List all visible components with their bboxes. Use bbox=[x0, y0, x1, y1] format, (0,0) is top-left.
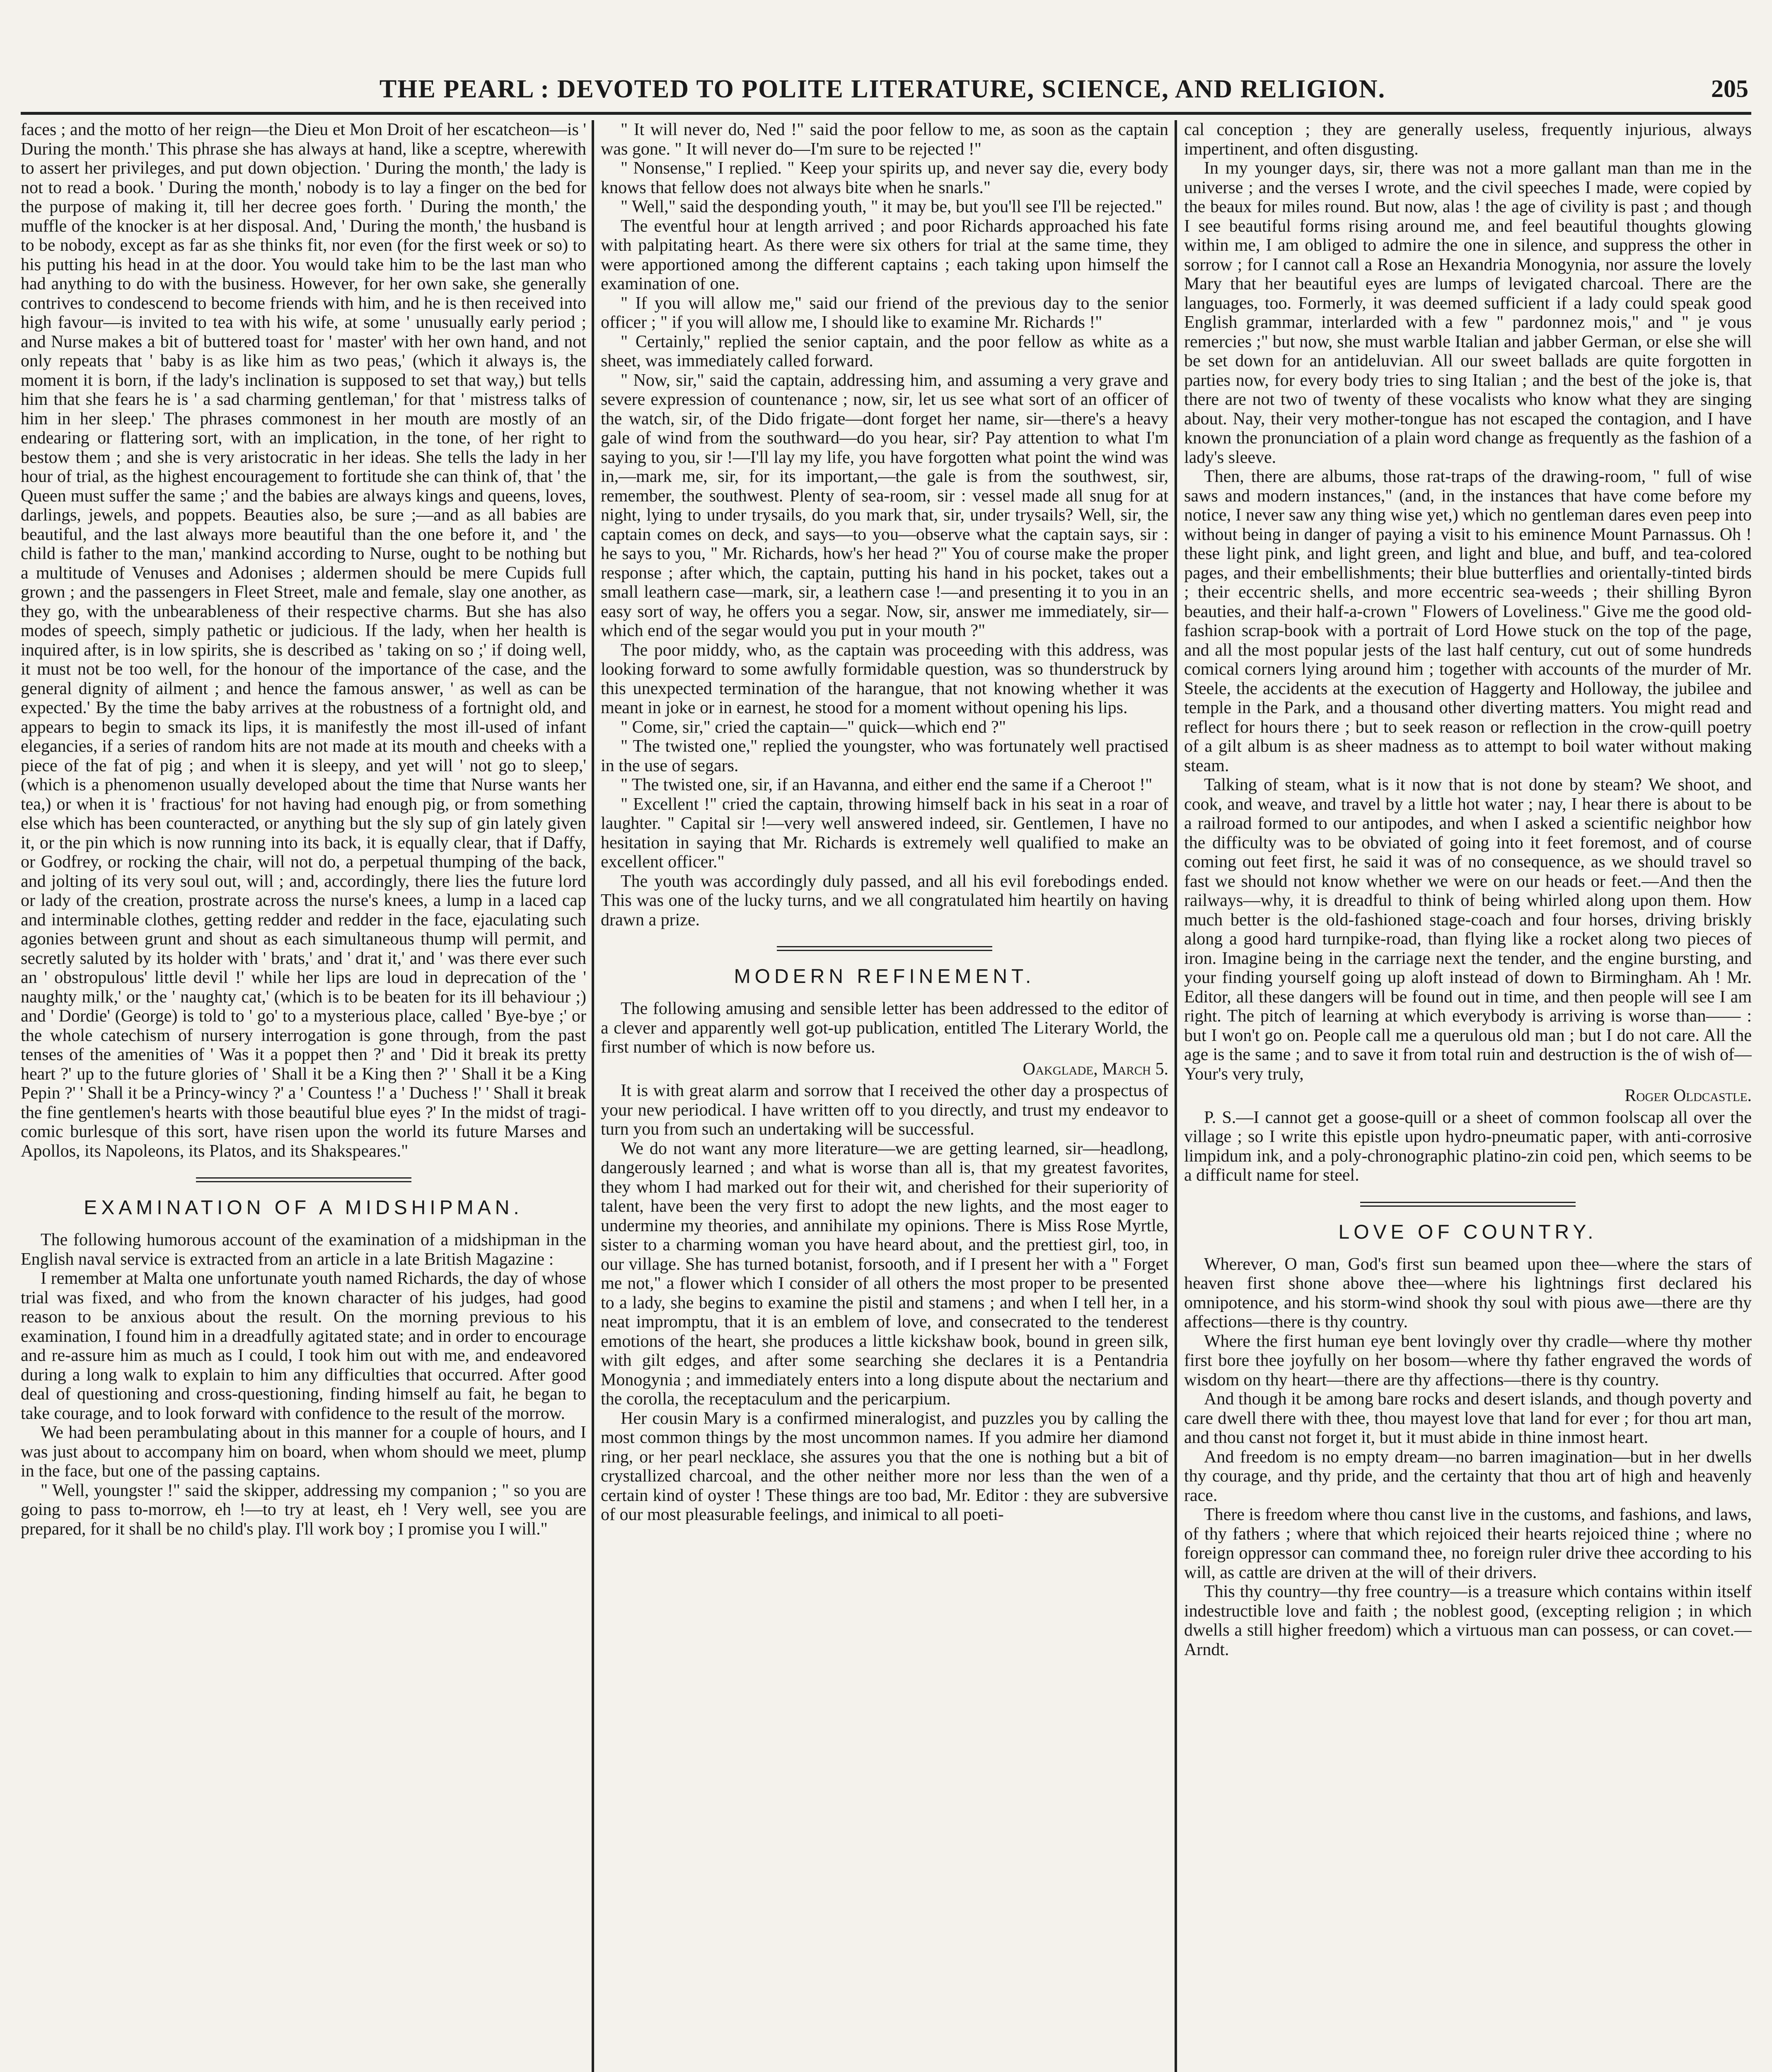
column-2 bbox=[601, 120, 1168, 2072]
article-paragraph: " Well," said the desponding youth, " it may be, but you'll see I'll be rejected." bbox=[621, 197, 1163, 216]
section-divider bbox=[196, 1177, 411, 1182]
column-3 bbox=[1184, 120, 1752, 2072]
masthead-title: THE PEARL : DEVOTED TO POLITE LITERATURE, SCIENCE, AND RELIGION. bbox=[379, 75, 1386, 103]
article-paragraph: And freedom is no empty dream—no barren imagination—but in her dwells thy courage, and thy pride, and the certainty that thou art of high and heavenly race. bbox=[1184, 1447, 1752, 1505]
letter-paragraph: Her cousin Mary is a confirmed mineralogist, and puzzles you by calling the most common things by the most uncommon names. If you admire her diamond ring, or her pearl necklace, she assures you that the one is nothing but a bit of crystallized charcoal, and the other neither more nor less than the wen of a certain kind of oyster ! These things are too bad, Mr. Editor : they are subversive of our most pleasurable feelings, and inimical to all poeti- bbox=[601, 1409, 1168, 1524]
section-title-modern-refinement: MODERN REFINEMENT. bbox=[734, 966, 1035, 988]
letter-paragraph: In my younger days, sir, there was not a more gallant man than me in the universe ; and the verses I wrote, and the civil speeches I made, were copied by the beaux for miles round. But now, alas ! the age of civility is past ; and though I see beautiful forms rising around me, and feel beautiful thoughts glowing within me, I am obliged to admire the one in silence, and suppress the other in sorrow ; for I cannot call a Rose an Hexandria Monogynia, nor assure the lovely Mary that her beautiful eyes are lumps of levigated charcoal. There are the languages, too. Formerly, it was deemed sufficient if a lady could speak good English grammar, interlarded with a few " pardonnez mois," and " je vous remercies ;" but now, she must warble Italian and jabber German, or else she will be set down for an antideluvian. All our sweet ballads are quite forgotten in parties now, for every body tries to sing Italian ; and the best of the joke is, that there are not two of twenty of these vocalists who know what they are singing about. Nay, their very mother-tongue has not escaped the contagion, and I have known the pronunciation of a plain word change as frequently as the fashion of a lady's sleeve. bbox=[1184, 159, 1752, 467]
letter-paragraph: cal conception ; they are generally useless, frequently injurious, always impertinent, and often disgusting. bbox=[1184, 120, 1752, 159]
letter-signature: Roger Oldcastle. bbox=[1625, 1086, 1752, 1105]
article-paragraph: " Excellent !" cried the captain, throwing himself back in his seat in a roar of laughter. " Capital sir !—very well answered indeed, sir. Gentlemen, I have no hesitation in saying that Mr. Richards is extremely well qualified to make an excellent officer." bbox=[601, 794, 1168, 871]
article-paragraph: " Well, youngster !" said the skipper, addressing my companion ; " so you are going to pass to-morrow, eh !—to try at least, eh ! Very well, see you are prepared, for it shall be no child's play. I'll work boy ; I promise you I will." bbox=[21, 1481, 586, 1539]
article-paragraph: And though it be among bare rocks and desert islands, and though poverty and care dwell there with thee, thou mayest love that land for ever ; for thou art man, and thou canst not forget it, but it must abide in thine inmost heart. bbox=[1184, 1389, 1752, 1447]
article-paragraph: " Now, sir," said the captain, addressing him, and assuming a very grave and severe expression of countenance ; now, sir, let us see what sort of an officer of the watch, sir, of the Dido frigate—dont forget her name, sir—there's a heavy gale of wind from the southward—do you hear, sir? Pay attention to what I'm saying to you, sir !—I'll lay my life, you have forgotten what point the wind was in,—mark me, sir, for its important,—the gale is from the southwest, sir, remember, the southwest. Plenty of sea-room, sir : vessel made all snug for at night, lying to under trysails, do you mark that, sir, under trysails? Well, sir, the captain comes on deck, and says—to you—observe what the captain says, sir : he says to you, " Mr. Richards, how's her head ?" You of course make the proper response ; after which, the captain, putting his hand in his pocket, takes out a small leathern case—mark, sir, a leathern case !—and presenting it to you in an easy sort of way, he offers you a segar. Now, sir, answer me immediately, sir—which end of the segar would you put in your mouth ?" bbox=[601, 370, 1168, 640]
continued-article-text: faces ; and the motto of her reign—the Dieu et Mon Droit of her escatcheon—is ' During the month.' This phrase she has always at hand, like a sceptre, wherewith to assert her privileges, and put down objection. ' During the month,' the lady is not to read a book. ' During the month,' nobody is to lay a finger on the bed for the purpose of making it, till her decree goes forth. ' During the month,' the muffle of the knocker is at her disposal. And, ' During the month,' the husband is to be nobody, except as far as she thinks fit, nor even (for the first week or so) to his putting his head in at the door. You would take him to be the last man who had anything to do with the business. However, for her own sake, she generally contrives to condescend to become friends with him, and he is then received into high favour—is invited to tea with his wife, at some ' unusually early period ; and Nurse makes a bit of buttered toast for ' master' with her own hand, and not only repeats that ' baby is as like him as two peas,' (which it always is, the moment it is born, if the lady's inclination is supposed to set that way,) but tells him that she fears he is ' a sad charming gentleman,' for that ' mistress talks of him in her sleep.' The phrases commonest in her mouth are mostly of an endearing or flattering sort, with an implication, in the tone, of her right to bestow them ; and she is very aristocratic in her ideas. She tells the lady in her hour of trial, as the highest encouragement to fortitude she can think of, that ' the Queen must suffer the same ;' and the babies are always kings and queens, loves, darlings, jewels, and poppets. Beauties also, be sure ;—and as all babies are beautiful, and the last always more beautiful than the one before it, and ' the child is father to the man,' mankind according to Nurse, ought to be nothing but a multitude of Venuses and Adonises ; aldermen should be mere Cupids full grown ; and the passengers in Fleet Street, male and female, slay one another, as they go, with the unbearableness of their respective charms. But she has also modes of speech, simply pathetic or judicious. If the lady, when her health is inquired after, is in low spirits, she is described as ' taking on so ;' if doing well, it must not be too well, for the honour of the importance of the case, and the general dignity of ailment ; and hence the famous answer, ' as well as can be expected.' By the time the baby arrives at the robustness of a fortnight old, and appears to begin to smack its lips, it is manifestly the most ill-used of infant elegancies, if a series of random hits are not made at its mouth and cheeks with a piece of the fat of pig ; and when it is sleepy, and yet will ' not go to sleep,' (which is a phenomenon usually developed about the time that Nurse wants her tea,) or when it is ' fractious' for not having had enough pig, or from something else which has been counteracted, or anything but the sly sup of gin lately given it, or the pin which is now running into its back, it is equally clear, that if Daffy, or Godfrey, or rocking the chair, will not do, a perpetual thumping of the back, and jolting of its very soul out, will ; and, accordingly, there lies the future lord or lady of the creation, prostrate across the nurse's knees, a lump in a laced cap and interminable clothes, getting redder and redder in the face, ejaculating such agonies between grunt and shout as each simultaneous thump will permit, and secretly saluted by its holder with ' brats,' and ' drat it,' and ' was there ever such an ' obstropulous' little devil !' while her lips are loud in deprecation of the ' naughty milk,' or the ' naughty cat,' (which is to be beaten for its ill behaviour ;) and ' Dordie' (George) is told to ' go' to a mysterious place, called ' Bye-bye ;' or the whole catechism of nursery interrogation is gone through, from the past tenses of the amenities of ' Was it a poppet then ?' and ' Did it break its pretty heart ?' up to the future glories of ' Shall it be a King then ?' ' Shall it be a King Pepin ?' ' Shall it be a Princy-wincy ?' a ' Countess !' a ' Duchess !' ' Shall it break the fine gentlemen's hearts with those beautiful blue eyes ?' In the midst of tragi-comic burlesque of this sort, have risen upon the world its future Marses and Apollos, its Napoleons, its Platos, and its Shakspeares." bbox=[21, 120, 586, 1161]
section-divider bbox=[1360, 1202, 1576, 1207]
article-paragraph: There is freedom where thou canst live in the customs, and fashions, and laws, of thy fathers ; where that which rejoiced their hearts rejoiced thine ; where no foreign oppressor can command thee, no foreign ruler drive thee according to his will, as cattle are driven at the will of their drivers. bbox=[1184, 1505, 1752, 1582]
article-paragraph: " Come, sir," cried the captain—" quick—which end ?" bbox=[621, 717, 1006, 737]
article-paragraph: " The twisted one, sir, if an Havanna, and either end the same if a Cheroot !" bbox=[621, 775, 1153, 794]
letter-paragraph: It is with great alarm and sorrow that I received the other day a prospectus of your new periodical. I have written off to you directly, and trust my endeavor to turn you from such an undertaking will be successful. bbox=[601, 1081, 1168, 1139]
section-title-love-of-country: LOVE OF COUNTRY. bbox=[1338, 1221, 1598, 1243]
article-paragraph: " Certainly," replied the senior captain, and the poor fellow as white as a sheet, was immediately called forward. bbox=[601, 332, 1168, 370]
article-paragraph: This thy country—thy free country—is a treasure which contains within itself indestructible love and faith ; the noblest good, (excepting religion ; in which dwells a still higher freedom) which a virtuous man can possess, or can covet.—Arndt. bbox=[1184, 1582, 1752, 1659]
section-title-midshipman: EXAMINATION OF A MIDSHIPMAN. bbox=[84, 1197, 523, 1219]
letter-paragraph: Talking of steam, what is it now that is not done by steam? We shoot, and cook, and weave, and travel by a little hot water ; nay, I hear there is about to be a railroad formed to our antipodes, and when I asked a scientific neighbor how the difficulty was to be obviated of going into it feet foremost, and of course coming out feet first, he said it was of no consequence, as we should travel so fast we should not know whether we were on our heads or feet.—And then the railways—why, it is dreadful to think of being whirled along upon them. How much better is the old-fashioned stage-coach and four horses, driving briskly along a good hard turnpike-road, than flying like a rocket along two pieces of iron. Imagine being in the carriage next the tender, and the engine bursting, and your finding yourself going up aloft instead of down to Birmingham. Ah ! Mr. Editor, all these dangers will be found out in time, and then people will see I am right. The pitch of learning at which everybody is arriving is worse than—— : but I won't go on. People call me a querulous old man ; but I do not care. All the age is the same ; and to save it from total ruin and destruction is the of wish of—Your's very truly, bbox=[1184, 775, 1752, 1084]
article-paragraph: " If you will allow me," said our friend of the previous day to the senior officer ; " if you will allow me, I should like to examine Mr. Richards !" bbox=[601, 293, 1168, 332]
letter-postscript: P. S.—I cannot get a goose-quill or a sheet of common foolscap all over the village ; so I write this epistle upon hydro-pneumatic paper, with anti-corrosive limpidum ink, and a poly-chronographic platino-zin coid pen, which seems to be a difficult name for steel. bbox=[1184, 1108, 1752, 1185]
column-1 bbox=[21, 120, 586, 2072]
article-paragraph: The youth was accordingly duly passed, and all his evil forebodings ended. This was one of the lucky turns, and we all congratulated him heartily on having drawn a prize. bbox=[601, 871, 1168, 929]
column-divider-1 bbox=[592, 120, 594, 2072]
article-paragraph: Wherever, O man, God's first sun beamed upon thee—where the stars of heaven first shone above thee—where his lightnings first declared his omnipotence, and his storm-wind shook thy soul with pious awe—there are thy affections—there is thy country. bbox=[1184, 1254, 1752, 1331]
article-paragraph: We had been perambulating about in this manner for a couple of hours, and I was just about to accompany him on board, when whom should we meet, plump in the face, but one of the passing captains. bbox=[21, 1423, 586, 1481]
article-paragraph: " Nonsense," I replied. " Keep your spirits up, and never say die, every body knows that fellow does not always bite when he snarls." bbox=[601, 159, 1168, 197]
page-header bbox=[12, 75, 1753, 112]
article-intro: The following amusing and sensible letter has been addressed to the editor of a clever and apparently well got-up publication, entitled The Literary World, the first number of which is now before us. bbox=[601, 999, 1168, 1057]
section-divider bbox=[777, 946, 992, 951]
article-paragraph: " It will never do, Ned !" said the poor fellow to me, as soon as the captain was gone. " It will never do—I'm sure to be rejected !" bbox=[601, 120, 1168, 159]
article-paragraph: I remember at Malta one unfortunate youth named Richards, the day of whose trial was fixed, and who from the known character of his judges, had good reason to be anxious about the result. On the morning previous to his examination, I found him in a dreadfully agitated state; and in order to encourage and re-assure him as much as I could, I took him out with me, and endeavored during a long walk to explain to him any difficulties that occurred. After good deal of questioning and cross-questioning, finding himself au fait, he began to take courage, and to look forward with confidence to the result of the morrow. bbox=[21, 1269, 586, 1423]
letter-dateline: Oakglade, March 5. bbox=[1023, 1059, 1168, 1079]
article-paragraph: Where the first human eye bent lovingly over thy cradle—where thy mother first bore thee joyfully on her bosom—where thy father engraved the words of wisdom on thy heart—there are thy affections—there is thy country. bbox=[1184, 1331, 1752, 1389]
article-paragraph: " The twisted one," replied the youngster, who was fortunately well practised in the use of segars. bbox=[601, 737, 1168, 775]
column-divider-2 bbox=[1175, 120, 1177, 2072]
article-paragraph: The poor middy, who, as the captain was proceeding with this address, was looking forward to some awfully formidable question, was so thunderstruck by this unexpected termination of the harangue, that not knowing whether it was meant in joke or in earnest, he stood for a moment without opening his lips. bbox=[601, 640, 1168, 717]
page-number: 205 bbox=[1711, 75, 1748, 102]
header-rule bbox=[21, 112, 1751, 115]
article-intro: The following humorous account of the examination of a midshipman in the English naval service is extracted from an article in a late British Magazine : bbox=[21, 1230, 586, 1269]
letter-paragraph: Then, there are albums, those rat-traps of the drawing-room, " full of wise saws and modern instances," (and, in the instances that have come before my notice, I never saw any thing wise yet,) which no gentleman dares even peep into without being in danger of paying a visit to his eminence Mount Parnassus. Oh ! these light pink, and light green, and light and blue, and buff, and tea-colored pages, and their embellishments; their blue butterflies and orientally-tinted birds ; their eccentric shells, and more eccentric sea-weeds ; their shilling Byron beauties, and their half-a-crown " Flowers of Loveliness." Give me the good old-fashion scrap-book with a portrait of Lord Howe stuck on the top of the page, and all the most popular jests of the last half century, cut out of some hundreds comical corners lying around him ; together with accounts of the murder of Mr. Steele, the accidents at the execution of Haggerty and Holloway, the jubilee and temple in the Park, and a thousand other diverting matters. You might read and reflect for hours there ; but to seek reason or reflection in the crow-quill poetry of a gilt album is as sheer madness as to attempt to boil water without making steam. bbox=[1184, 467, 1752, 775]
article-paragraph: The eventful hour at length arrived ; and poor Richards approached his fate with palpitating heart. As there were six others for trial at the same time, they were apportioned among the different captains ; each taking upon himself the examination of one. bbox=[601, 216, 1168, 293]
letter-paragraph: We do not want any more literature—we are getting learned, sir—headlong, dangerously learned ; and what is worse than all is, that my greatest favorites, they whom I had marked out for their wit, and cherished for their superiority of talent, have been the very first to adopt the new lights, and the most eager to undermine my theories, and annihilate my opinions. There is Miss Rose Myrtle, sister to a charming woman you have heard about, and the prettiest girl, too, in our village. She has turned botanist, forsooth, and if I present her with a " Forget me not," a flower which I consider of all others the most proper to be presented to a lady, she begins to examine the pistil and stamens ; and when I tell her, in a neat impromptu, that it is an emblem of love, and consecrated to the tenderest emotions of the heart, she produces a little kickshaw book, bound in green silk, with gilt edges, and after some searching she declares it is a Pentandria Monogynia ; and immediately enters into a long dispute about the nectarium and the corolla, the receptaculum and the pericarpium. bbox=[601, 1139, 1168, 1409]
